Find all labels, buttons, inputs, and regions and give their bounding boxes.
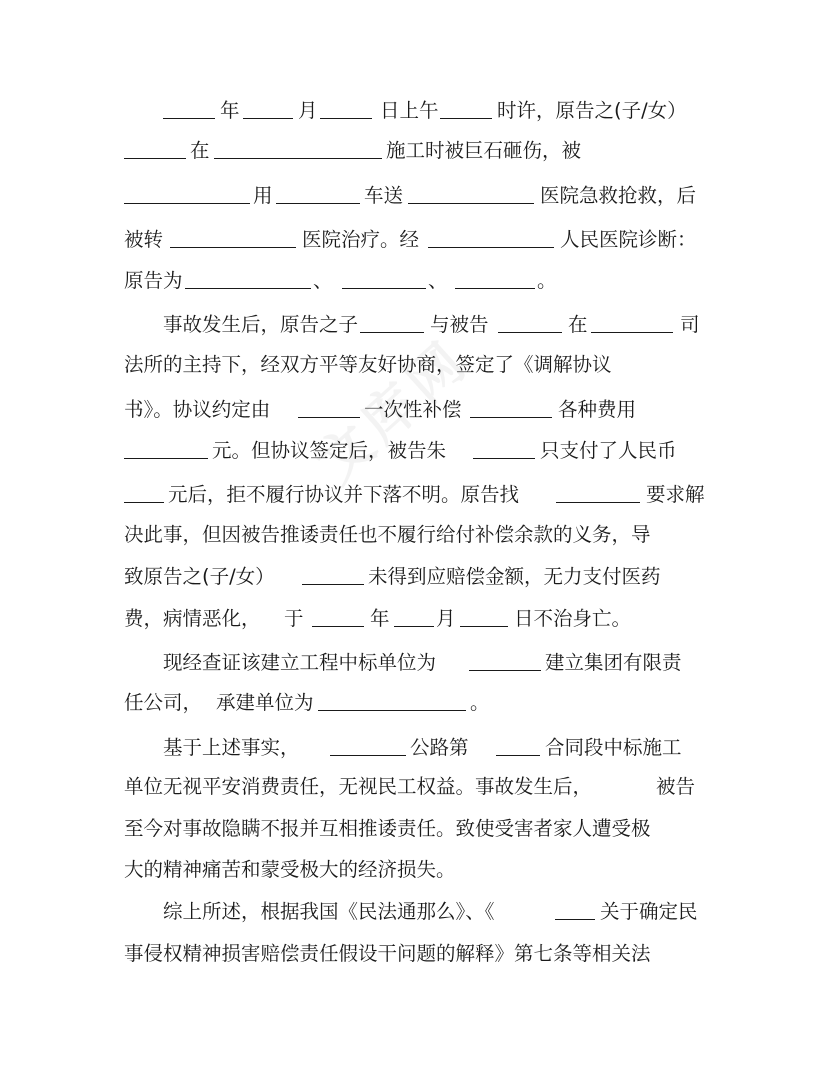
blank-amount[interactable]: [124, 458, 208, 459]
text: 用: [253, 184, 273, 207]
text: 医院治疗。经: [302, 228, 420, 251]
blank-diagnosis-2[interactable]: [342, 288, 426, 289]
blank-month[interactable]: [243, 118, 293, 119]
blank-defendant[interactable]: [498, 332, 562, 333]
text: 现经查证该建立工程中标单位为: [163, 651, 437, 674]
text: 致原告之(子/女）: [124, 565, 275, 588]
paragraph-5-line-2: [0, 939, 830, 969]
blank-death-month[interactable]: [394, 626, 434, 627]
paragraph-5-line-1: [0, 897, 830, 927]
paragraph-3-line-2: [0, 688, 830, 718]
paragraph-2-line-3: [0, 395, 830, 425]
text: 至今对事故隐瞒不报并互相推诿责任。致使受害者家人遭受极: [124, 817, 651, 840]
text: 被转: [124, 228, 164, 251]
text: 公路第: [410, 736, 469, 759]
blank-contact[interactable]: [556, 502, 640, 503]
blank-diagnosis-3[interactable]: [455, 288, 535, 289]
text: 承建单位为: [216, 691, 314, 714]
blank-payee[interactable]: [470, 417, 552, 418]
paragraph-2-line-8: [0, 604, 830, 634]
blank-person[interactable]: [124, 203, 250, 204]
text: 月: [298, 99, 318, 122]
text: 。: [537, 269, 557, 292]
text: 合同段中标施工: [545, 736, 682, 759]
text: 于: [284, 607, 304, 630]
text: 。: [470, 691, 490, 714]
blank-vehicle[interactable]: [276, 203, 360, 204]
paragraph-1-line-2: [0, 136, 830, 166]
text: 在: [568, 313, 588, 336]
text: 施工时被巨石砸伤，被: [386, 139, 582, 162]
text: 、: [428, 269, 448, 292]
blank-payer[interactable]: [298, 417, 360, 418]
blank-site[interactable]: [214, 158, 382, 159]
text: 元。但协议签定后，被告朱: [212, 439, 447, 462]
blank-hospital-3[interactable]: [428, 247, 554, 248]
text: 要求解: [646, 483, 705, 506]
text: 司: [680, 313, 700, 336]
paragraph-2-line-4: [0, 436, 830, 466]
paragraph-3-line-1: [0, 648, 830, 678]
blank-diagnosis-1[interactable]: [185, 288, 311, 289]
paragraph-2-line-2: [0, 350, 830, 380]
text: 法所的主持下，经双方平等友好协商，签定了《调解协议: [124, 353, 612, 376]
text: 日不治身亡。: [514, 607, 632, 630]
text: 时许，原告之(子/女）: [497, 99, 687, 122]
text: 建立集团有限责: [545, 651, 682, 674]
text: 一次性补偿: [364, 398, 462, 421]
paragraph-1-line-1: [0, 96, 830, 126]
text: 单位无视平安消费责任，无视民工权益。事故发生后，: [124, 775, 593, 798]
text: 事侵权精神损害赔偿责任假设干问题的解释》第七条等相关法: [124, 942, 651, 965]
text: 年: [220, 99, 240, 122]
blank-authority[interactable]: [555, 919, 595, 920]
blank-death-day[interactable]: [460, 626, 508, 627]
text: 事故发生后，原告之子: [163, 313, 359, 336]
text: 决此事，但因被告推诿责任也不履行给付补偿余款的义务，导: [124, 523, 651, 546]
paragraph-2-line-1: [0, 310, 830, 340]
text: 费，病情恶化，: [124, 607, 261, 630]
blank-death-year[interactable]: [312, 626, 364, 627]
text: 关于确定民: [600, 900, 698, 923]
text: 原告为: [124, 269, 183, 292]
text: 日上午: [380, 99, 439, 122]
text: 月: [436, 607, 456, 630]
blank-name[interactable]: [124, 158, 186, 159]
paragraph-2-line-7: [0, 562, 830, 592]
blank-hospital[interactable]: [408, 203, 534, 204]
blank-contractor[interactable]: [318, 710, 466, 711]
text: 人民医院诊断：: [560, 228, 697, 251]
blank-paid[interactable]: [124, 502, 164, 503]
blank-road[interactable]: [330, 755, 406, 756]
text: 综上所述，根据我国《民法通那么》、《: [163, 900, 495, 923]
blank-defendant-name[interactable]: [473, 458, 535, 459]
text: 被告: [656, 775, 696, 798]
text: 在: [190, 139, 210, 162]
text: 医院急救抢救，后: [540, 184, 697, 207]
blank-son[interactable]: [360, 332, 424, 333]
paragraph-4-line-3: [0, 814, 830, 844]
text: 未得到应赔偿金额，无力支付医药: [368, 565, 661, 588]
blank-year[interactable]: [163, 118, 215, 119]
paragraph-4-line-1: [0, 733, 830, 763]
text: 基于上述事实，: [163, 736, 300, 759]
text: 只支付了人民币: [540, 439, 677, 462]
paragraph-1-line-5: [0, 266, 830, 296]
blank-section[interactable]: [496, 755, 540, 756]
text: 任公司，: [124, 691, 203, 714]
blank-bidder[interactable]: [469, 670, 541, 671]
blank-day[interactable]: [320, 118, 372, 119]
blank-victim[interactable]: [302, 584, 364, 585]
paragraph-4-line-2: [0, 772, 830, 802]
paragraph-4-line-4: [0, 855, 830, 885]
blank-hour[interactable]: [440, 118, 492, 119]
paragraph-1-line-4: [0, 225, 830, 255]
text: 元后，拒不履行协议并下落不明。原告找: [168, 483, 520, 506]
paragraph-2-line-6: [0, 520, 830, 550]
text: 与被告: [430, 313, 489, 336]
text: 各种费用: [558, 398, 637, 421]
blank-hospital-2[interactable]: [170, 247, 296, 248]
text: 书》。协议约定由: [124, 398, 271, 421]
text: 、: [313, 269, 333, 292]
text: 车送: [364, 184, 404, 207]
blank-location[interactable]: [591, 332, 673, 333]
paragraph-2-line-5: [0, 480, 830, 510]
paragraph-1-line-3: [0, 181, 830, 211]
text: 大的精神痛苦和蒙受极大的经济损失。: [124, 858, 456, 881]
text: 年: [370, 607, 390, 630]
